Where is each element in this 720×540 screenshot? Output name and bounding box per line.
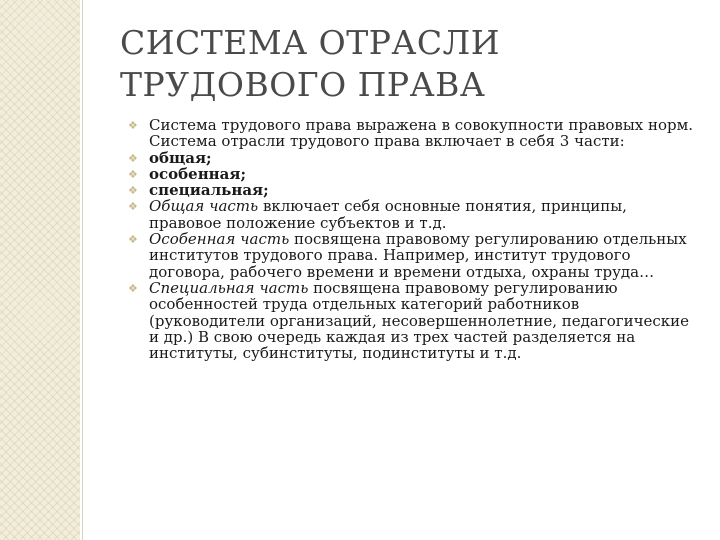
list-item: [128, 117, 696, 150]
list-item-lead: Специальная часть: [149, 278, 309, 297]
list-item-text: посвящена правовому регулированию особенностей труда отдельных категорий работников (руководители организаций, несовершеннолетние, педагогические и др.) В свою очередь каждая из трех частей разделяется на институты, субинституты, подинституты и т.д.: [149, 278, 690, 363]
title-line-2: ТРУДОВОГО ПРАВА: [120, 65, 486, 104]
list-item-text: включает себя основные понятия, принципы, правовое положение субъектов и т.д.: [149, 197, 627, 232]
diamond-bullet-icon: ❖: [128, 184, 138, 198]
bullet-list: [128, 117, 696, 361]
list-item-text: общая;: [149, 148, 212, 167]
diamond-bullet-icon: ❖: [128, 151, 138, 165]
diamond-bullet-icon: ❖: [128, 119, 138, 132]
list-item: [128, 280, 696, 361]
list-item: [128, 166, 696, 182]
divider: [82, 0, 83, 540]
list-item: [128, 231, 696, 280]
list-item-lead: Общая часть: [149, 197, 259, 216]
diamond-bullet-icon: ❖: [128, 233, 138, 247]
list-item-text: особенная;: [149, 164, 246, 183]
list-item-lead: Особенная часть: [149, 230, 290, 249]
title-line-1: СИСТЕМА ОТРАСЛИ: [120, 23, 500, 62]
diamond-bullet-icon: ❖: [128, 281, 138, 295]
list-item: [128, 198, 696, 231]
list-item-text: специальная;: [149, 181, 269, 200]
diamond-bullet-icon: ❖: [128, 200, 138, 214]
decorative-side-strip: [0, 0, 80, 540]
list-item-text: посвящена правовому регулированию отдельных институтов трудового права. Например, институт трудового договора, рабочего времени и времени отдыха, охраны труда…: [149, 230, 687, 281]
list-item: [128, 182, 696, 198]
diamond-bullet-icon: ❖: [128, 167, 138, 181]
list-item-text: Система трудового права выражена в совокупности правовых норм. Система отрасли трудового права включает в себя 3 части:: [149, 116, 694, 151]
slide-title: [120, 22, 700, 106]
list-item: [128, 150, 696, 166]
